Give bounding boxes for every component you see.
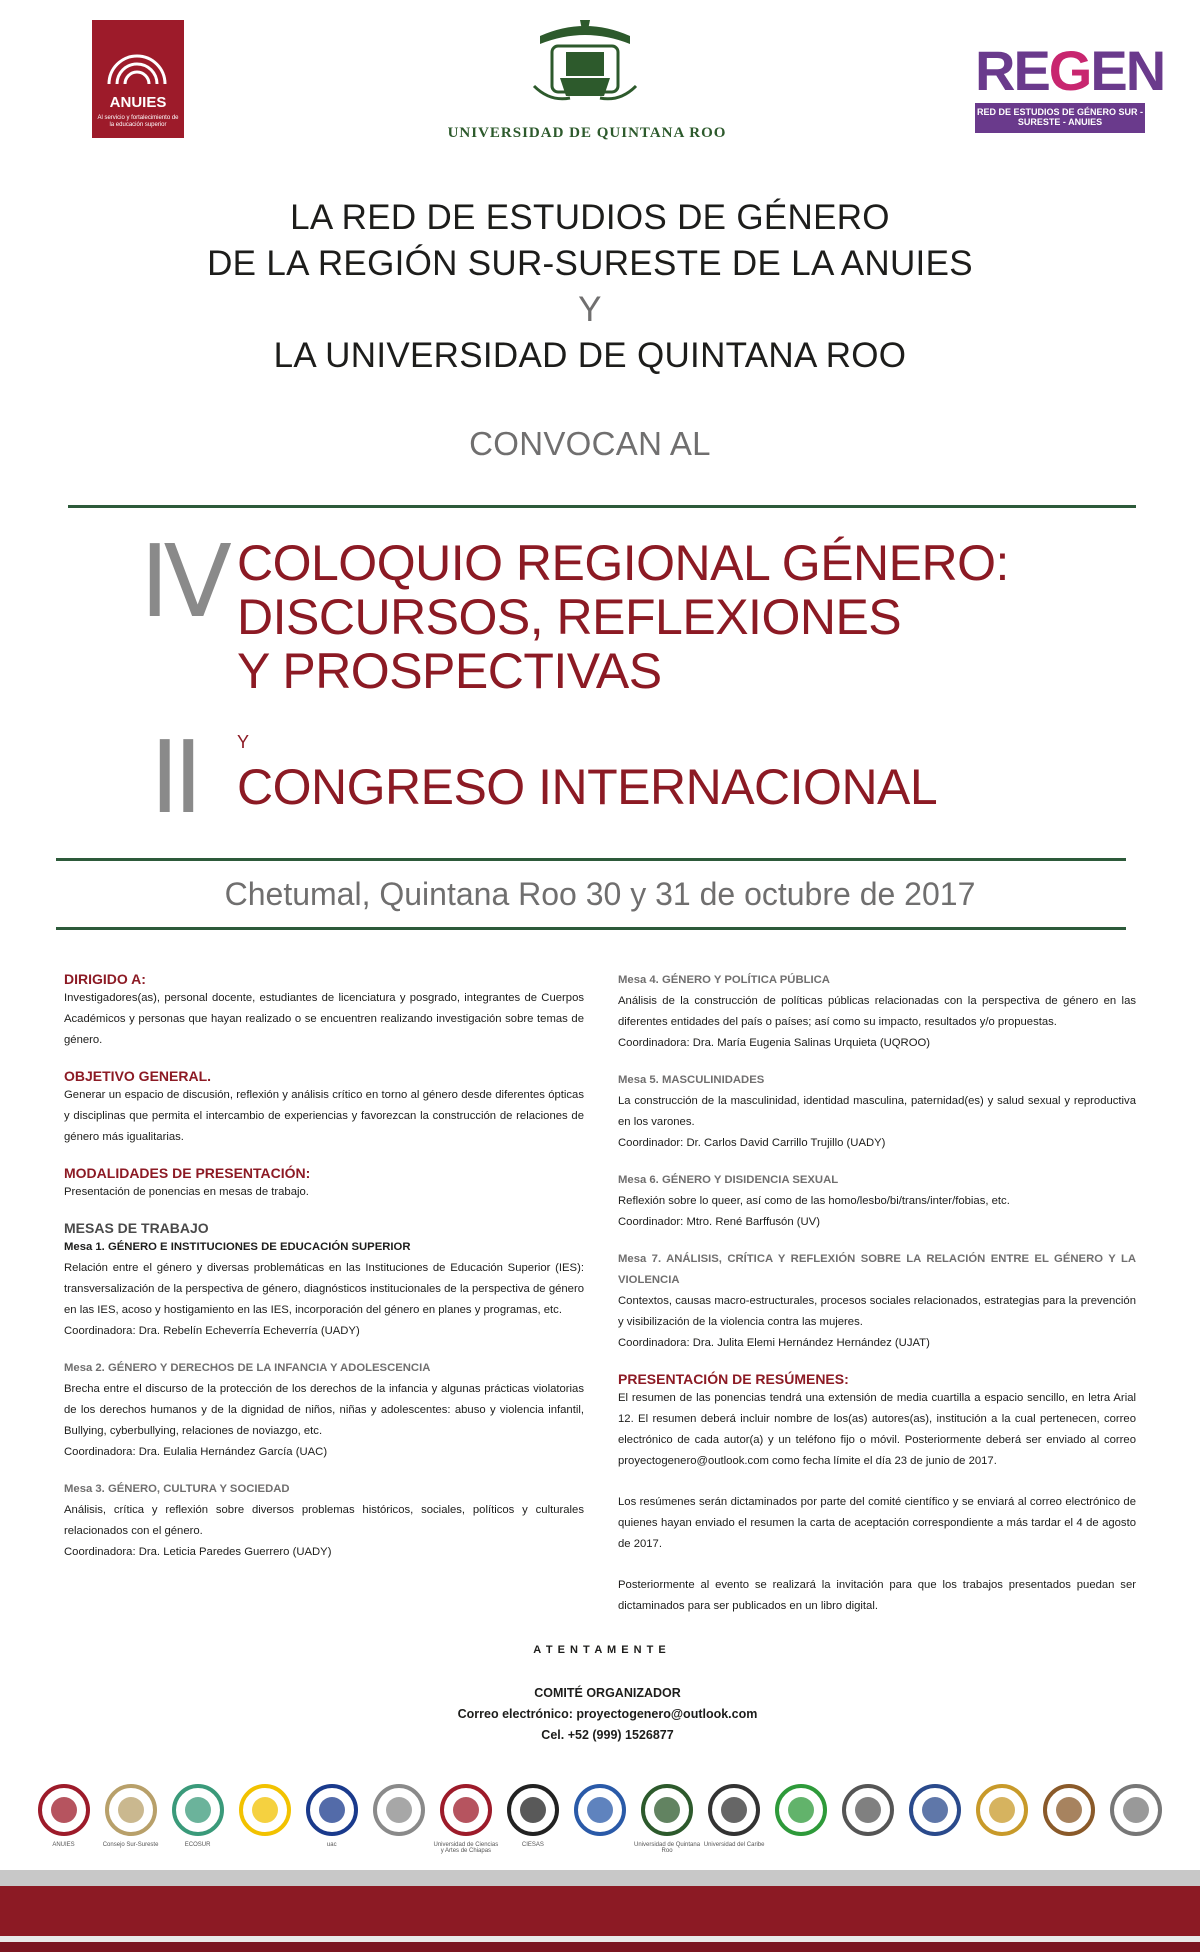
mesa-4-title: Mesa 4. GÉNERO Y POLÍTICA PÚBLICA (618, 974, 830, 986)
footer-stripe (0, 1870, 1200, 1886)
sponsor-logo (170, 1782, 226, 1848)
sponsor-caption: Universidad de Ciencias y Artes de Chiapas (433, 1842, 499, 1854)
sponsor-emblem-icon (974, 1782, 1030, 1838)
intro-line-4: LA UNIVERSIDAD DE QUINTANA ROO (273, 336, 907, 375)
regen-logo (975, 38, 1165, 103)
sponsor-logo (1108, 1782, 1164, 1844)
mesa-1-title: Mesa 1. GÉNERO E INSTITUCIONES DE EDUCACIÓN SUPERIOR (64, 1241, 411, 1253)
contact-email: Correo electrónico: proyectogenero@outlook.com (457, 1707, 758, 1721)
divider (68, 505, 1136, 508)
sponsor-caption: uac (326, 1842, 337, 1848)
sponsor-logo (371, 1782, 427, 1844)
numeral-ii: II (150, 719, 197, 836)
sponsor-emblem-icon (505, 1782, 561, 1838)
divider (56, 858, 1126, 861)
coloquio-title-1: COLOQUIO REGIONAL GÉNERO: (237, 535, 1009, 591)
mesas-heading: MESAS DE TRABAJO (64, 1220, 209, 1236)
mesa-3-text: Análisis, crítica y reflexión sobre diversos problemas históricos, sociales, políticos y culturales relacionados con el género. (64, 1504, 584, 1537)
sponsor-caption: ECOSUR (184, 1842, 211, 1848)
mesa-6-title: Mesa 6. GÉNERO Y DISIDENCIA SEXUAL (618, 1174, 839, 1186)
sponsor-emblem-icon (1108, 1782, 1164, 1838)
intro-line-3: Y (578, 290, 602, 329)
dirigido-heading: DIRIGIDO A: (64, 971, 146, 987)
sponsor-emblem-icon (36, 1782, 92, 1838)
sponsor-emblem-icon (103, 1782, 159, 1838)
sponsor-caption: Consejo Sur-Sureste (102, 1842, 159, 1848)
mesa-3-coordinator: Coordinadora: Dra. Leticia Paredes Guerrero (UADY) (64, 1546, 332, 1558)
sponsor-caption: ANUIES (52, 1842, 75, 1848)
sponsor-logo (433, 1782, 499, 1854)
resumenes-heading: PRESENTACIÓN DE RESÚMENES: (618, 1371, 849, 1387)
intro-line-2: DE LA REGIÓN SUR-SURESTE DE LA ANUIES (207, 244, 973, 283)
mesa-7-title: Mesa 7. ANÁLISIS, CRÍTICA Y REFLEXIÓN SOBRE LA RELACIÓN ENTRE EL GÉNERO Y LA VIOLENCIA (618, 1253, 1136, 1286)
regen-logo-part: G (1048, 39, 1091, 102)
congreso-title: CONGRESO INTERNACIONAL (237, 759, 938, 815)
sponsor-logo (907, 1782, 963, 1844)
sponsor-logo (572, 1782, 628, 1844)
sponsor-logo (840, 1782, 896, 1844)
atentamente: A T E N T A M E N T E (533, 1644, 667, 1656)
left-column (64, 970, 584, 1579)
sponsor-logo (36, 1782, 92, 1848)
sponsor-emblem-icon (237, 1782, 293, 1838)
comite-organizador: COMITÉ ORGANIZADOR (534, 1686, 681, 1700)
mesa-3-title: Mesa 3. GÉNERO, CULTURA Y SOCIEDAD (64, 1483, 290, 1495)
anuies-name: ANUIES (109, 94, 167, 111)
sponsor-emblem-icon (706, 1782, 762, 1838)
sponsor-emblem-icon (840, 1782, 896, 1838)
resumenes-text-2: Los resúmenes serán dictaminados por parte del comité científico y se enviará al correo electrónico de quienes hayan enviado el resumen la carta de aceptación correspondiente a más tardar el 4 de agosto de 2017. (618, 1496, 1136, 1550)
mesa-5-coordinator: Coordinador: Dr. Carlos David Carrillo Trujillo (UADY) (618, 1137, 886, 1149)
sponsor-caption: CIESAS (521, 1842, 544, 1848)
sponsor-logo (1041, 1782, 1097, 1844)
objetivo-text: Generar un espacio de discusión, reflexión y análisis crítico en torno al género desde diferentes ópticas y disciplinas que permita el intercambio de experiencias y favorezcan la construcción de relaciones de género más igualitarias. (64, 1089, 584, 1143)
connector-y: Y (237, 732, 250, 752)
sponsor-emblem-icon (170, 1782, 226, 1838)
numeral-iv: IV (140, 523, 226, 640)
mesa-4-coordinator: Coordinadora: Dra. María Eugenia Salinas Urquieta (UQROO) (618, 1037, 931, 1049)
contact-phone: Cel. +52 (999) 1526877 (541, 1728, 674, 1742)
mesa-1-coordinator: Coordinadora: Dra. Rebelín Echeverría Echeverría (UADY) (64, 1325, 360, 1337)
sponsor-logo (703, 1782, 765, 1848)
sponsor-logo (634, 1782, 701, 1854)
mesa-5-title: Mesa 5. MASCULINIDADES (618, 1074, 765, 1086)
modalidades-heading: MODALIDADES DE PRESENTACIÓN: (64, 1165, 311, 1181)
mesa-4-text: Análisis de la construcción de políticas públicas relacionadas con la perspectiva de género en las diferentes entidades del país o países; así como su impacto, resultados y/o propuestas. (618, 995, 1136, 1028)
mesa-6-coordinator: Coordinador: Mtro. René Barffusón (UV) (618, 1216, 820, 1228)
intro-line-1: LA RED DE ESTUDIOS DE GÉNERO (290, 198, 890, 237)
uqroo-name: UNIVERSIDAD DE QUINTANA ROO (447, 125, 727, 141)
mesa-7-text: Contextos, causas macro-estructurales, procesos sociales relacionados, estrategias para la prevención y visibilización de la violencia contra las mujeres. (618, 1295, 1136, 1328)
coloquio-title-2: DISCURSOS, REFLEXIONES (237, 589, 902, 645)
divider (56, 927, 1126, 930)
regen-tagline: RED DE ESTUDIOS DE GÉNERO SUR - SURESTE - ANUIES (975, 103, 1145, 133)
sponsor-logo (304, 1782, 360, 1848)
sponsor-emblem-icon (572, 1782, 628, 1838)
footer-stripe (0, 1942, 1200, 1952)
uqroo-crest-icon (530, 16, 640, 106)
modalidades-text: Presentación de ponencias en mesas de trabajo. (64, 1186, 309, 1198)
coloquio-title-3: Y PROSPECTIVAS (237, 643, 662, 699)
sponsor-logo (974, 1782, 1030, 1844)
objetivo-heading: OBJETIVO GENERAL. (64, 1068, 212, 1084)
footer-stripe (0, 1886, 1200, 1936)
sponsor-emblem-icon (907, 1782, 963, 1838)
mesa-2-coordinator: Coordinadora: Dra. Eulalia Hernández García (UAC) (64, 1446, 328, 1458)
sponsor-emblem-icon (438, 1782, 494, 1838)
anuies-logo (92, 20, 184, 138)
right-column (618, 970, 1136, 1633)
anuies-emblem-icon (103, 26, 171, 86)
convocan-heading: CONVOCAN AL (469, 425, 711, 462)
mesa-6-text: Reflexión sobre lo queer, así como de las homo/lesbo/bi/trans/inter/fobias, etc. (618, 1195, 1010, 1207)
sponsor-caption: Universidad de Quintana Roo (634, 1842, 701, 1854)
anuies-tagline: Al servicio y fortalecimiento de la educación superior (97, 115, 179, 128)
sponsor-logo (505, 1782, 561, 1848)
regen-logo-part: EN (1090, 39, 1165, 102)
mesa-2-text: Brecha entre el discurso de la protección de los derechos de la infancia y algunas prácticas violatorias de los derechos humanos y de la dignidad de niños, niñas y adolescentes: abuso y violencia infantil, Bullying, cyberbullying, relaciones de noviazgo, etc. (64, 1383, 584, 1437)
dirigido-text: Investigadores(as), personal docente, estudiantes de licenciatura y posgrado, integrantes de Cuerpos Académicos y personas que hayan realizado o se encuentren realizando investigación sobre temas de género. (64, 992, 584, 1046)
mesa-7-coordinator: Coordinadora: Dra. Julita Elemi Hernández Hernández (UJAT) (618, 1337, 930, 1349)
resumenes-text-3: Posteriormente al evento se realizará la invitación para que los trabajos presentados puedan ser dictaminados para ser publicados en un libro digital. (618, 1579, 1136, 1612)
sponsor-emblem-icon (773, 1782, 829, 1838)
regen-logo-part: RE (975, 39, 1049, 102)
resumenes-text-1: El resumen de las ponencias tendrá una extensión de media cuartilla a espacio sencillo, en letra Arial 12. El resumen deberá incluir nombre de los(as) autores(as), institución a la cual pertenecen, correo electrónico de cada autor(a) y un teléfono fijo o móvil. Posteriormente deberá ser enviado al correo proyectogenero@outlook.com como fecha límite el día 23 de junio de 2017. (618, 1392, 1136, 1467)
sponsor-logos (30, 1782, 1170, 1852)
sponsor-caption: Universidad del Caribe (703, 1842, 765, 1848)
sponsor-emblem-icon (371, 1782, 427, 1838)
sponsor-logo (237, 1782, 293, 1844)
mesa-1-text: Relación entre el género y diversas problemáticas en las Instituciones de Educación Superior (IES): transversalización de la perspectiva de género, diagnósticos institucionales de la perspectiva de género en las IES, acoso y hostigamiento en las IES, incorporación del género en planes y programas, etc. (64, 1262, 584, 1316)
sponsor-logo (102, 1782, 159, 1848)
sponsor-emblem-icon (639, 1782, 695, 1838)
place-date: Chetumal, Quintana Roo 30 y 31 de octubre de 2017 (224, 876, 976, 912)
mesa-5-text: La construcción de la masculinidad, identidad masculina, paternidad(es) y salud sexual y reproductiva en los varones. (618, 1095, 1136, 1128)
sponsor-emblem-icon (304, 1782, 360, 1838)
sponsor-logo (773, 1782, 829, 1844)
sponsor-emblem-icon (1041, 1782, 1097, 1838)
mesa-2-title: Mesa 2. GÉNERO Y DERECHOS DE LA INFANCIA Y ADOLESCENCIA (64, 1362, 431, 1374)
